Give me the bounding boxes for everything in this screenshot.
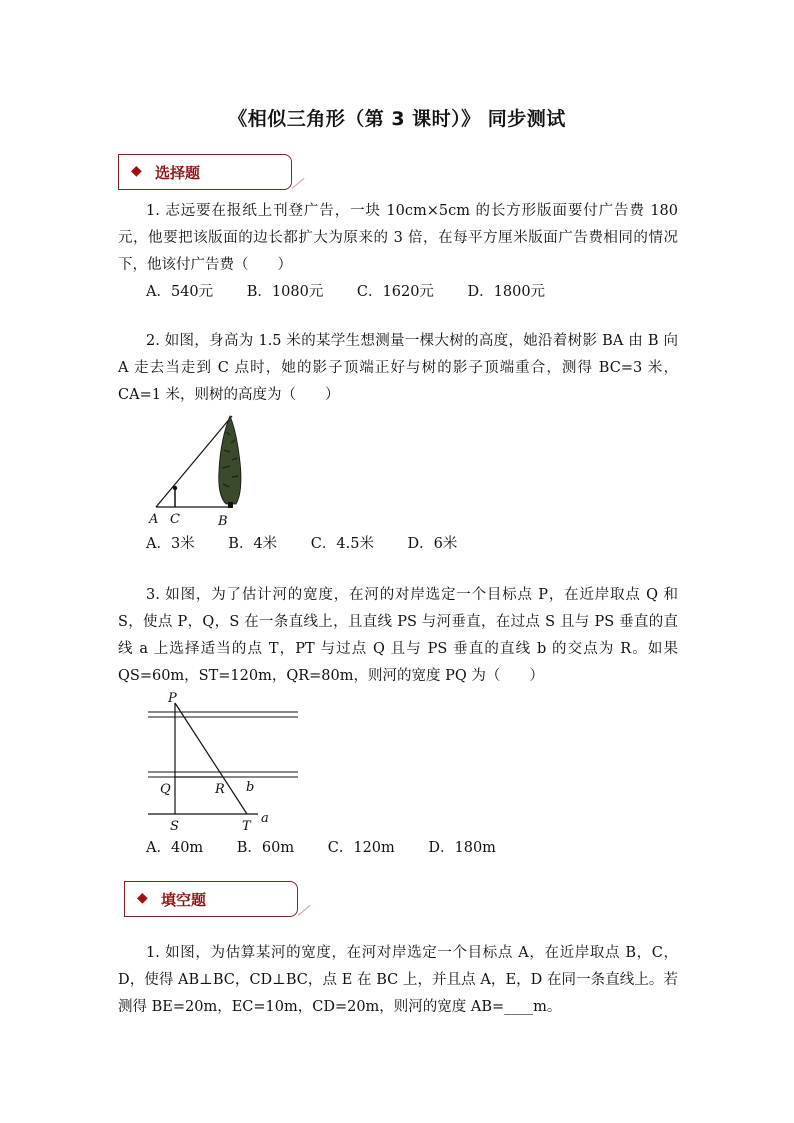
section-tail [292,178,305,189]
question-1 [118,198,678,279]
section-tail [298,905,311,916]
fill-question-1-text: 1. 如图，为估算某河的宽度，在河对岸选定一个目标点 A，在近岸取点 B，C，D，使得 AB⊥BC，CD⊥BC，点 E 在 BC 上，并且点 A，E，D 在同一条直线上。若测得 BE=20m，EC=10m，CD=20m，则河的宽度 AB=____m。 [118,945,678,1015]
tree-figure [140,410,250,530]
student-head [173,486,177,490]
river-figure [140,688,300,836]
tree-foliage [219,416,241,504]
label-T: T [242,819,251,834]
section-title-fill: 填空题 [161,891,207,909]
question-2-text: 2. 如图，身高为 1.5 米的某学生想测量一棵大树的高度，她沿着树影 BA 由 B 向 A 走去当走到 C 点时，她的影子顶端正好与树的影子顶端重合，测得 BC=3 米，CA=1 米，则树的高度为（ ） [118,333,678,403]
label-Q: Q [160,782,171,797]
fill-question-1 [118,940,678,1021]
diamond-icon: ◆ [131,163,142,179]
label-a: a [261,811,269,826]
label-P: P [168,691,177,706]
question-2 [118,328,678,409]
question-1-options: A．540元 B．1080元 C．1620元 D．1800元 [146,284,546,300]
label-C: C [170,512,180,527]
label-b: b [246,780,255,795]
section-title-choice: 选择题 [155,164,201,182]
label-B: B [218,514,228,529]
section-header-fill [124,881,298,917]
question-2-options: A．3米 B．4米 C．4.5米 D．6米 [146,536,458,552]
page-title: 《相似三角形（第 3 课时）》 同步测试 [228,108,566,130]
question-3-options: A．40m B．60m C．120m D．180m [146,840,496,856]
diamond-icon: ◆ [137,890,148,906]
label-R: R [215,782,225,797]
label-S: S [170,819,179,834]
question-1-text: 1. 志远要在报纸上刊登广告，一块 10cm×5cm 的长方形版面要付广告费 180 元，他要把该版面的边长都扩大为原来的 3 倍，在每平方厘米版面广告费相同的情况下，他该付广告费（ ） [118,203,678,273]
tree-trunk [228,502,233,508]
label-A: A [149,512,159,527]
question-3 [118,582,678,690]
section-header-choice [118,154,292,190]
question-3-text: 3. 如图，为了估计河的宽度，在河的对岸选定一个目标点 P，在近岸取点 Q 和 S，使点 P，Q，S 在一条直线上，且直线 PS 与河垂直，在过点 S 且与 PS 垂直的直线 a 上选择适当的点 T，PT 与过点 Q 且与 PS 垂直的直线 b 的交点为 R。如果 QS=60m，ST=120m，QR=80m，则河的宽度 PQ 为（ ） [118,587,678,684]
line-PT [175,703,247,814]
